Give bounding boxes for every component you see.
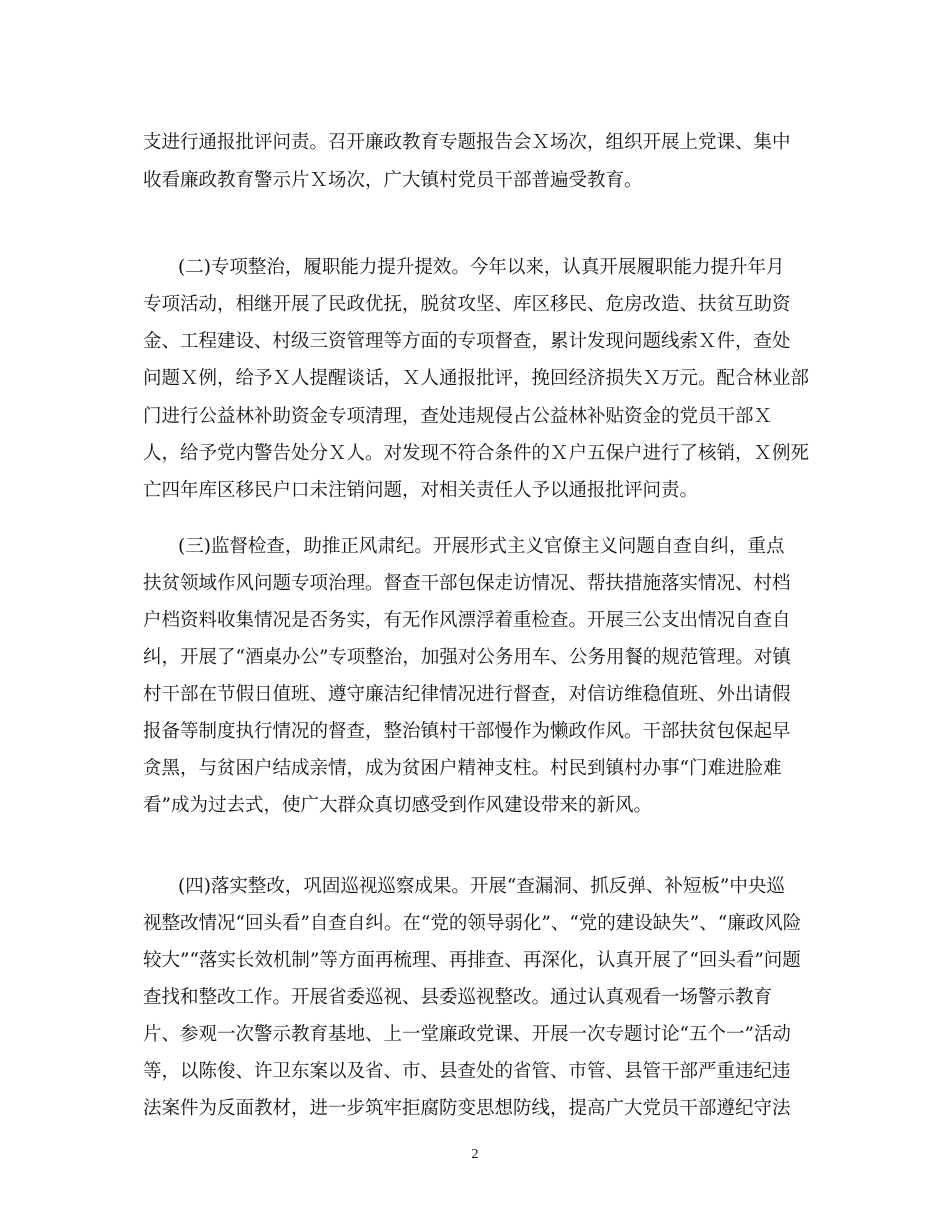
text-line: 报备等制度执行情况的督查，整治镇村干部慢作为懒政作风。干部扶贫包保起早 bbox=[143, 721, 791, 742]
text-line: 扶贫领域作风问题专项治理。督查干部包保走访情况、帮扶措施落实情况、村档 bbox=[143, 573, 791, 594]
text-line: 片、参观一次警示教育基地、上一堂廉政党课、开展一次专题讨论“五个一”活动 bbox=[143, 1024, 791, 1045]
text-line: 亡四年库区移民户口未注销问题，对相关责任人予以通报批评问责。 bbox=[143, 480, 699, 501]
text-line: 户档资料收集情况是否务实，有无作风漂浮着重检查。开展三公支出情况自查自 bbox=[143, 610, 791, 631]
text-line: 收看廉政教育警示片Ｘ场次，广大镇村党员干部普遍受教育。 bbox=[143, 170, 643, 191]
page-number: 2 bbox=[471, 1147, 479, 1162]
text-line: 村干部在节假日值班、遵守廉洁纪律情况进行督查，对信访维稳值班、外出请假 bbox=[143, 684, 791, 705]
text-line: 贪黑，与贫困户结成亲情，成为贫困户精神支柱。村民到镇村办事“门难进脸难 bbox=[143, 758, 782, 779]
text-line: 纠，开展了“酒桌办公”专项整治，加强对公务用车、公务用餐的规范管理。对镇 bbox=[143, 647, 791, 668]
text-line: 门进行公益林补助资金专项清理，查处违规侵占公益林补贴资金的党员干部Ｘ bbox=[143, 406, 773, 427]
text-line: 支进行通报批评问责。召开廉政教育专题报告会Ｘ场次，组织开展上党课、集中 bbox=[143, 132, 791, 153]
text-line: 看”成为过去式，使广大群众真切感受到作风建设带来的新风。 bbox=[143, 795, 652, 816]
text-line: 较大”“落实长效机制”等方面再梳理、再排查、再深化，认真开展了“回头看”问题 bbox=[143, 950, 801, 971]
text-line: 问题Ｘ例，给予Ｘ人提醒谈话，Ｘ人通报批评，挽回经济损失Ｘ万元。配合林业部 bbox=[143, 368, 810, 389]
text-line: 金、工程建设、村级三资管理等方面的专项督查，累计发现问题线索Ｘ件，查处 bbox=[143, 331, 791, 352]
text-line: 专项活动，相继开展了民政优抚，脱贫攻坚、库区移民、危房改造、扶贫互助资 bbox=[143, 294, 791, 315]
paragraph-heading-line: (四)落实整改，巩固巡视巡察成果。开展“查漏洞、抓反弹、补短板”中央巡 bbox=[178, 876, 785, 897]
paragraph-heading-line: (三)监督检查，助推正风肃纪。开展形式主义官僚主义问题自查自纠，重点 bbox=[178, 536, 785, 557]
text-line: 查找和整改工作。开展省委巡视、县委巡视整改。通过认真观看一场警示教育 bbox=[143, 987, 773, 1008]
text-line: 人，给予党内警告处分Ｘ人。对发现不符合条件的Ｘ户五保户进行了核销，Ｘ例死 bbox=[143, 443, 810, 464]
text-line: 等，以陈俊、许卫东案以及省、市、县查处的省管、市管、县管干部严重违纪违 bbox=[143, 1061, 791, 1082]
text-line: 法案件为反面教材，进一步筑牢拒腐防变思想防线，提高广大党员干部遵纪守法 bbox=[143, 1098, 791, 1119]
text-line: 视整改情况“回头看”自查自纠。在“党的领导弱化”、“党的建设缺失”、“廉政风险 bbox=[143, 913, 802, 934]
paragraph-heading-line: (二)专项整治，履职能力提升提效。今年以来，认真开展履职能力提升年月 bbox=[178, 257, 785, 278]
